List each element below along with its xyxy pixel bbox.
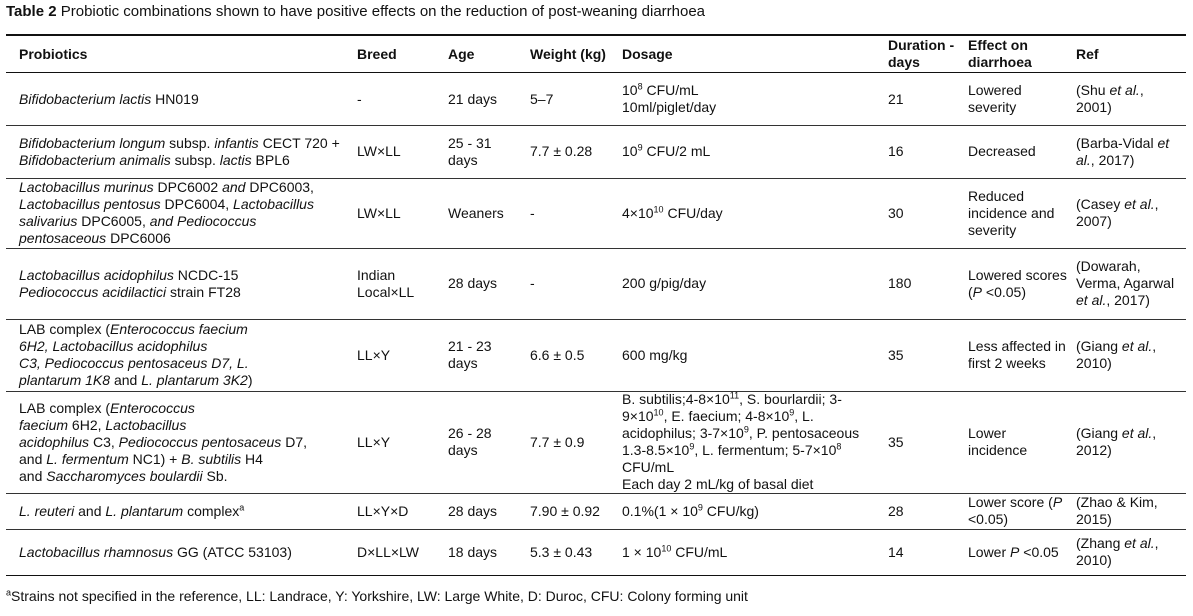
cell-dosage: $4\times 10^{10}$ CFU/day xyxy=(622,203,723,221)
cell-probiotics: L. reuteri and L. plantarum complex$^a$ xyxy=(19,501,245,519)
cell-ref: (Zhang et al., 2010) xyxy=(1076,535,1159,568)
cell-effect: Lowered scores (P <0.05) xyxy=(968,266,1067,300)
cell-dosage: 200 g/pig/day xyxy=(622,275,707,291)
header-weight: Weight (kg) xyxy=(530,45,606,62)
cell-duration: 35 xyxy=(888,433,904,450)
table-label: Table 2 xyxy=(6,3,57,20)
cell-ref: (Barba-Vidal et al., 2017) xyxy=(1076,134,1170,168)
cell-age: 25 - 31 days xyxy=(448,134,492,168)
cell-effect: Lower incidence xyxy=(968,425,1028,458)
footnote-marker: a xyxy=(6,587,12,598)
cell-dosage: $10^8$ CFU/mL 10ml/piglet/day xyxy=(622,81,717,115)
cell-duration: 180 xyxy=(888,275,912,291)
cell-weight: - xyxy=(530,204,535,221)
cell-weight: 7.7 ± 0.28 xyxy=(530,143,593,159)
cell-probiotics: Lactobacillus acidophilus NCDC-15 Pediococcus acidilactici strain FT28 xyxy=(19,266,241,300)
cell-probiotics: Lactobacillus rhamnosus GG (ATCC 53103) xyxy=(19,543,292,560)
table-bottom-rule xyxy=(6,575,1186,576)
cell-weight: 5.3 ± 0.43 xyxy=(530,543,593,560)
cell-weight: 6.6 ± 0.5 xyxy=(530,346,585,363)
cell-ref: (Casey et al., 2007) xyxy=(1076,196,1159,229)
cell-dosage: $10^9$ CFU/2 mL xyxy=(622,142,711,159)
cell-effect: Decreased xyxy=(968,143,1036,159)
cell-age: 26 - 28 days xyxy=(448,425,492,458)
cell-effect: Reduced incidence and severity xyxy=(968,187,1055,238)
table-title: Probiotic combinations shown to have positive effects on the reduction of post-weaning diarrhoea xyxy=(60,3,706,20)
cell-probiotics: Bifidobacterium longum subsp. infantis CECT 720 + Bifidobacterium animalis subsp. lactis BPL6 xyxy=(19,134,340,168)
table-footnote xyxy=(6,588,748,605)
table-row xyxy=(6,73,1186,125)
table-row xyxy=(6,391,1186,493)
cell-probiotics: Bifidobacterium lactis HN019 xyxy=(19,90,199,107)
cell-probiotics: Lactobacillus murinus DPC6002 and DPC6003, Lactobacillus pentosus DPC6004, Lactobacillus salivarius DPC6005, and Pediococcus pentosaceous DPC6006 xyxy=(19,179,314,246)
cell-dosage: B. $subtilis;4-8\times 10^{11}$, S. bourlardii; $3-9\times 10^{10}$, E. faecium; $4-8\times 10^9$, L. acidophilus; $3-7\times 10^9$, P. pentosaceous $1.3-8.5\times 10^9$, L. fermentum; $5-7\times 10^8$ CFU/mL Each day 2 mL/kg of basal diet xyxy=(622,390,860,492)
cell-weight: 7.7 ± 0.9 xyxy=(530,433,585,450)
cell-breed: D×LL×LW xyxy=(357,543,419,560)
cell-duration: 14 xyxy=(888,543,904,560)
cell-age: 21 - 23 days xyxy=(448,338,492,371)
cell-ref: (Dowarah, Verma, Agarwal et al., 2017) xyxy=(1076,258,1175,308)
cell-ref: (Giang et al., 2010) xyxy=(1076,338,1157,371)
footnote-text: Strains not specified in the reference, LL: Landrace, Y: Yorkshire, LW: Large White, D: Duroc, CFU: Colony forming unit xyxy=(11,588,748,604)
cell-duration: 35 xyxy=(888,346,904,363)
cell-ref: (Shu et al., 2001) xyxy=(1076,82,1144,115)
cell-breed: LL×Y×D xyxy=(357,502,409,519)
cell-age: 18 days xyxy=(448,543,498,560)
cell-duration: 16 xyxy=(888,143,904,159)
header-probiotics: Probiotics xyxy=(19,45,88,62)
header-dosage: Dosage xyxy=(622,45,673,62)
table-header-row xyxy=(6,36,1186,72)
table-row xyxy=(6,493,1186,529)
cell-breed: LL×Y xyxy=(357,433,391,450)
cell-effect: Lower score (P <0.05) xyxy=(968,494,1063,527)
table-caption xyxy=(6,3,705,21)
cell-breed: LL×Y xyxy=(357,346,391,363)
cell-duration: 30 xyxy=(888,204,904,221)
cell-breed: LW×LL xyxy=(357,204,401,221)
header-ref: Ref xyxy=(1076,45,1099,62)
cell-dosage: 600 mg/kg xyxy=(622,346,688,363)
cell-effect: Lower P <0.05 xyxy=(968,543,1059,560)
table-row xyxy=(6,178,1186,248)
cell-breed: - xyxy=(357,90,362,107)
table-row xyxy=(6,248,1186,319)
cell-age: Weaners xyxy=(448,204,504,221)
table-row xyxy=(6,529,1186,575)
cell-dosage: $1 \times 10^{10}$ CFU/mL xyxy=(622,542,728,560)
cell-breed: Indian Local×LL xyxy=(357,266,415,300)
table-row xyxy=(6,319,1186,391)
cell-ref: (Giang et al., 2012) xyxy=(1076,425,1157,458)
cell-dosage: $0.1\%(1 \times 10^9$ CFU/kg) xyxy=(622,501,759,519)
cell-probiotics: LAB complex (Enterococcus faecium 6H2, Lactobacillus acidophilus C3, Pediococcus pentosaceus D7, and L. fermentum NC1) + B. subtilis H4 and Saccharomyces boulardii Sb. xyxy=(19,399,307,484)
cell-weight: 5–7 xyxy=(530,90,554,107)
cell-effect: Less affected in first 2 weeks xyxy=(968,338,1066,371)
cell-effect: Lowered severity xyxy=(968,82,1022,115)
header-effect: Effect on diarrhoea xyxy=(968,37,1032,70)
cell-ref: (Zhao & Kim, 2015) xyxy=(1076,494,1158,527)
cell-age: 21 days xyxy=(448,90,498,107)
header-duration: Duration -days xyxy=(888,37,955,70)
header-breed: Breed xyxy=(357,45,397,62)
cell-duration: 21 xyxy=(888,90,904,107)
cell-probiotics: LAB complex (Enterococcus faecium 6H2, Lactobacillus acidophilus C3, Pediococcus pentosaceus D7, L. plantarum 1K8 and L. plantarum 3K2) xyxy=(19,321,253,388)
cell-age: 28 days xyxy=(448,502,498,519)
cell-weight: - xyxy=(530,275,535,291)
header-age: Age xyxy=(448,45,475,62)
cell-age: 28 days xyxy=(448,275,498,291)
cell-breed: LW×LL xyxy=(357,143,401,159)
cell-weight: 7.90 ± 0.92 xyxy=(530,502,600,519)
table-row xyxy=(6,125,1186,178)
cell-duration: 28 xyxy=(888,502,904,519)
